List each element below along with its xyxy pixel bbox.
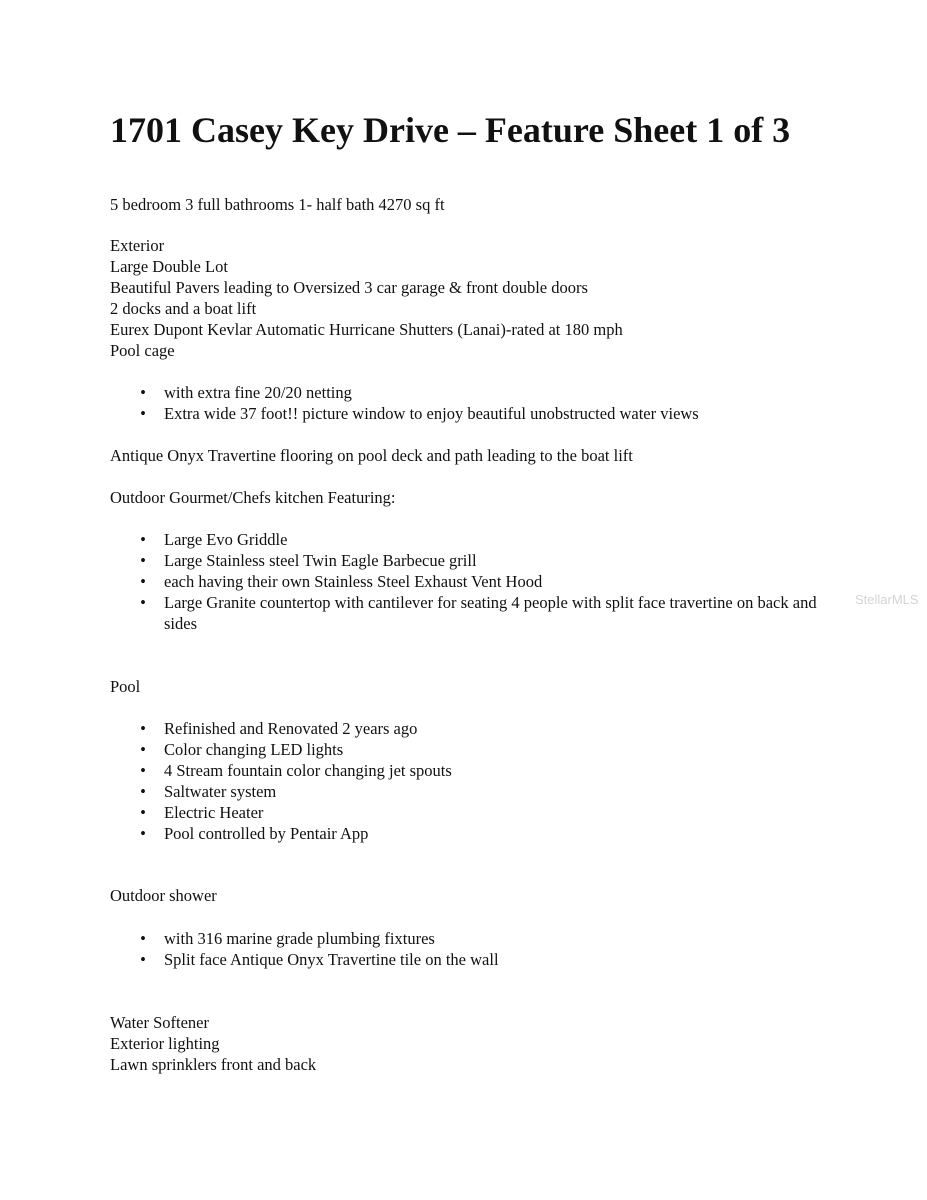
list-item-text: 4 Stream fountain color changing jet spouts [164,761,452,780]
list-item-text: Pool controlled by Pentair App [164,824,369,843]
list-item-text: with 316 marine grade plumbing fixtures [164,929,435,948]
exterior-heading: Exterior [110,236,165,255]
bullet-icon: • [140,929,146,948]
bullet-icon: • [140,404,146,423]
list-item-text: Split face Antique Onyx Travertine tile on the wall [164,950,499,969]
list-item-text: each having their own Stainless Steel Exhaust Vent Hood [164,572,543,591]
list-item-text: Color changing LED lights [164,740,344,759]
flooring-line: Antique Onyx Travertine flooring on pool deck and path leading to the boat lift [110,446,633,465]
bullet-icon: • [140,719,146,738]
kitchen-heading: Outdoor Gourmet/Chefs kitchen Featuring: [110,488,396,507]
exterior-line: Large Double Lot [110,257,228,276]
list-item-text: Refinished and Renovated 2 years ago [164,719,418,738]
exterior-line: Eurex Dupont Kevlar Automatic Hurricane Shutters (Lanai)-rated at 180 mph [110,320,623,339]
bullet-icon: • [140,593,146,612]
bullet-icon: • [140,782,146,801]
bullet-icon: • [140,551,146,570]
page-title: 1701 Casey Key Drive – Feature Sheet 1 of 3 [110,110,791,150]
exterior-line: 2 docks and a boat lift [110,299,257,318]
list-item-text: Large Granite countertop with cantilever for seating 4 people with split face travertine on back and sides [164,593,817,633]
other-feature-line: Lawn sprinklers front and back [110,1055,317,1074]
bullet-icon: • [140,530,146,549]
list-item-text: Electric Heater [164,803,264,822]
mls-watermark: StellarMLS [855,592,919,607]
bullet-icon: • [140,740,146,759]
other-feature-line: Exterior lighting [110,1034,220,1053]
bullet-icon: • [140,572,146,591]
bullet-icon: • [140,950,146,969]
property-summary: 5 bedroom 3 full bathrooms 1- half bath 4270 sq ft [110,195,445,214]
other-feature-line: Water Softener [110,1013,209,1032]
shower-heading: Outdoor shower [110,886,217,905]
bullet-icon: • [140,803,146,822]
list-item-text: Large Stainless steel Twin Eagle Barbecue grill [164,551,477,570]
bullet-icon: • [140,383,146,402]
exterior-line: Pool cage [110,341,175,360]
bullet-icon: • [140,824,146,843]
list-item-text: Saltwater system [164,782,277,801]
list-item-text: with extra fine 20/20 netting [164,383,352,402]
bullet-icon: • [140,761,146,780]
exterior-line: Beautiful Pavers leading to Oversized 3 car garage & front double doors [110,278,588,297]
pool-heading: Pool [110,677,141,696]
list-item-text: Large Evo Griddle [164,530,288,549]
list-item-text: Extra wide 37 foot!! picture window to enjoy beautiful unobstructed water views [164,404,699,423]
